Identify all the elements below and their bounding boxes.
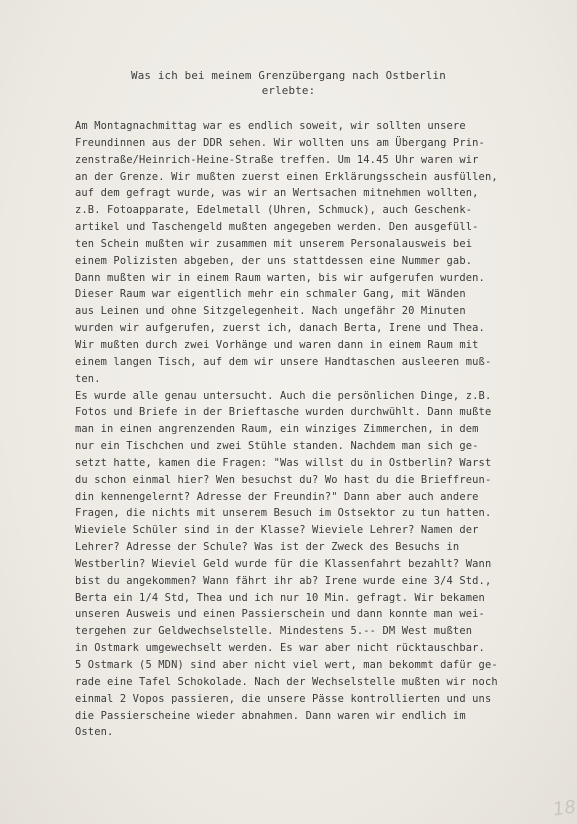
body-line: in Ostmark umgewechselt werden. Es war aber nicht rücktauschbar. bbox=[75, 642, 485, 655]
body-line: Lehrer? Adresse der Schule? Was ist der Zweck des Besuchs in bbox=[75, 541, 460, 554]
body-line: din kennengelernt? Adresse der Freundin?" Dann aber auch andere bbox=[75, 490, 479, 503]
body-line: ten Schein mußten wir zusammen mit unserem Personalausweis bei bbox=[75, 237, 473, 250]
page-number: 18 bbox=[551, 796, 577, 821]
body-line: Freundinnen aus der DDR sehen. Wir wollten uns am Übergang Prin- bbox=[75, 136, 485, 149]
body-line: Es wurde alle genau untersucht. Auch die persönlichen Dinge, z.B. bbox=[75, 389, 492, 402]
body-line: Dieser Raum war eigentlich mehr ein schmaler Gang, mit Wänden bbox=[75, 288, 466, 301]
body-line: rade eine Tafel Schokolade. Nach der Wechselstelle mußten wir noch bbox=[75, 675, 498, 688]
body-line: unseren Ausweis und einen Passierschein und dann konnte man wei- bbox=[75, 608, 485, 621]
body-line: bist du angekommen? Wann fährt ihr ab? Irene wurde eine 3/4 Std., bbox=[75, 574, 492, 587]
body-line: tergehen zur Geldwechselstelle. Mindestens 5.-- DM West mußten bbox=[75, 625, 473, 638]
body-line: die Passierscheine wieder abnahmen. Dann waren wir endlich im bbox=[75, 709, 466, 722]
body-line: artikel und Taschengeld mußten angegeben werden. Den ausgefüll- bbox=[75, 221, 479, 234]
body-line: ten. bbox=[75, 372, 101, 385]
body-line: zenstraße/Heinrich-Heine-Straße treffen. Um 14.45 Uhr waren wir bbox=[75, 153, 479, 166]
body-line: nur ein Tischchen und zwei Stühle standen. Nachdem man sich ge- bbox=[75, 440, 479, 453]
body-line: Wir mußten durch zwei Vorhänge und waren dann in einem Raum mit bbox=[75, 338, 479, 351]
body-line: einem Polizisten abgeben, der uns stattdessen eine Nummer gab. bbox=[75, 254, 473, 267]
body-line: einmal 2 Vopos passieren, die unsere Pässe kontrollierten und uns bbox=[75, 692, 492, 705]
body-line: auf dem gefragt wurde, was wir an Wertsachen mitnehmen wollten, bbox=[75, 187, 479, 200]
title-line: erlebte: bbox=[261, 84, 316, 97]
body-line: z.B. Fotoapparate, Edelmetall (Uhren, Schmuck), auch Geschenk- bbox=[75, 204, 473, 217]
body-line: Berta ein 1/4 Std, Thea und ich nur 10 Min. gefragt. Wir bekamen bbox=[75, 591, 485, 604]
body-line: an der Grenze. Wir mußten zuerst einen Erklärungsschein ausfüllen, bbox=[75, 170, 498, 183]
body-line: Dann mußten wir in einem Raum warten, bis wir aufgerufen wurden. bbox=[75, 271, 485, 284]
body-line: aus Leinen und ohne Sitzgelegenheit. Nach ungefähr 20 Minuten bbox=[75, 305, 466, 318]
document-body bbox=[75, 118, 575, 741]
body-line: Osten. bbox=[75, 726, 114, 739]
body-line: Westberlin? Wieviel Geld wurde für die Klassenfahrt bezahlt? Wann bbox=[75, 557, 492, 570]
body-line: wurden wir aufgerufen, zuerst ich, danach Berta, Irene und Thea. bbox=[75, 322, 485, 335]
body-line: man in einen angrenzenden Raum, ein winziges Zimmerchen, in dem bbox=[75, 423, 479, 436]
body-line: setzt hatte, kamen die Fragen: "Was willst du in Ostberlin? Warst bbox=[75, 456, 492, 469]
body-line: Fotos und Briefe in der Brieftasche wurden durchwühlt. Dann mußte bbox=[75, 406, 492, 419]
title-line: Was ich bei meinem Grenzübergang nach Ostberlin bbox=[131, 69, 446, 82]
body-line: Wieviele Schüler sind in der Klasse? Wieviele Lehrer? Namen der bbox=[75, 524, 479, 537]
document-title bbox=[0, 68, 577, 98]
body-line: 5 Ostmark (5 MDN) sind aber nicht viel wert, man bekommt dafür ge- bbox=[75, 659, 498, 671]
body-line: Am Montagnachmittag war es endlich soweit, wir sollten unsere bbox=[75, 120, 466, 132]
body-line: du schon einmal hier? Wen besuchst du? Wo hast du die Brieffreun- bbox=[75, 473, 492, 486]
body-line: einem langen Tisch, auf dem wir unsere Handtaschen ausleeren muß- bbox=[75, 355, 492, 368]
body-line: Fragen, die nichts mit unserem Besuch im Ostsektor zu tun hatten. bbox=[75, 507, 492, 520]
